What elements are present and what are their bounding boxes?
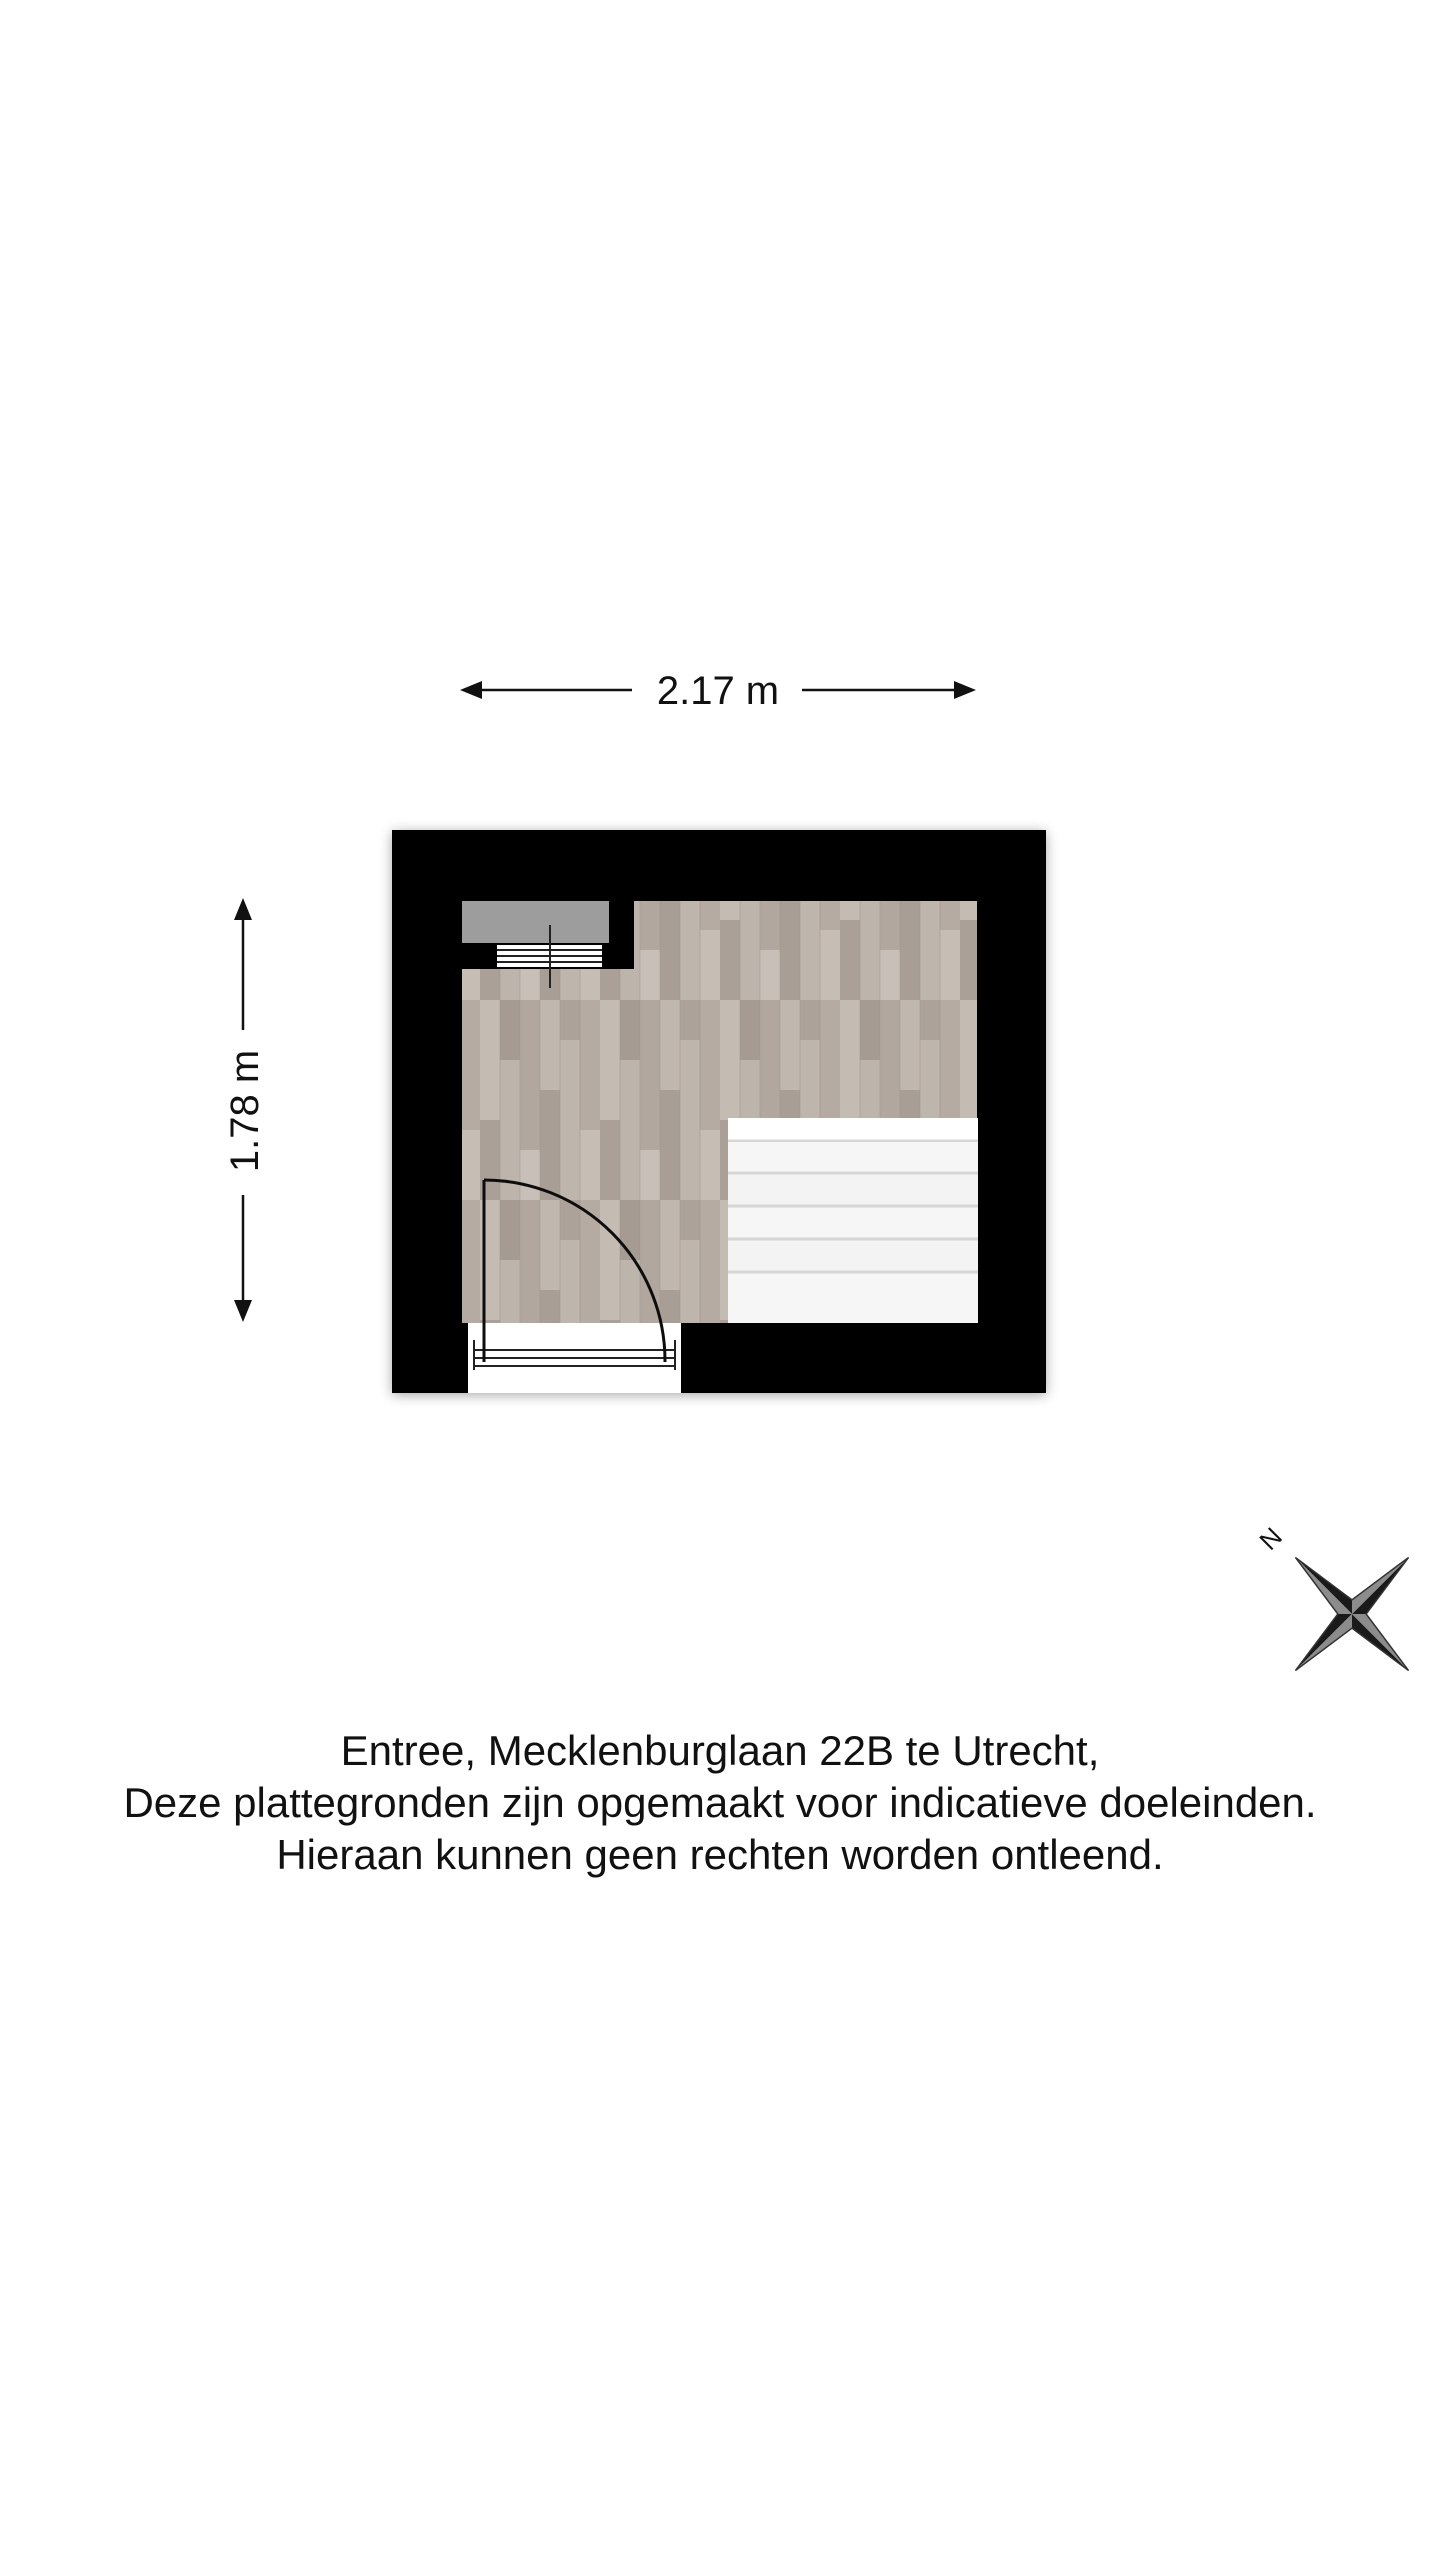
width-label: 2.17 m (656, 669, 780, 713)
staircase (728, 1118, 978, 1323)
radiator (462, 901, 609, 943)
height-arrowhead-top (234, 898, 252, 920)
room-entree (392, 830, 1046, 1393)
width-dimension (460, 669, 976, 713)
caption-line-1: Entree, Mecklenburglaan 22B te Utrecht, (340, 1727, 1100, 1774)
height-label: 1.78 m (223, 1049, 267, 1173)
height-arrowhead-bottom (234, 1300, 252, 1322)
width-arrowhead-left (460, 681, 482, 699)
caption-line-3: Hieraan kunnen geen rechten worden ontleend. (276, 1831, 1164, 1878)
width-arrowhead-right (954, 681, 976, 699)
compass-north-label: N (1253, 1521, 1288, 1556)
caption-line-2: Deze plattegronden zijn opgemaakt voor indicatieve doeleinden. (123, 1779, 1317, 1826)
height-dimension (223, 898, 267, 1322)
floorplan-caption (0, 1725, 1440, 1881)
